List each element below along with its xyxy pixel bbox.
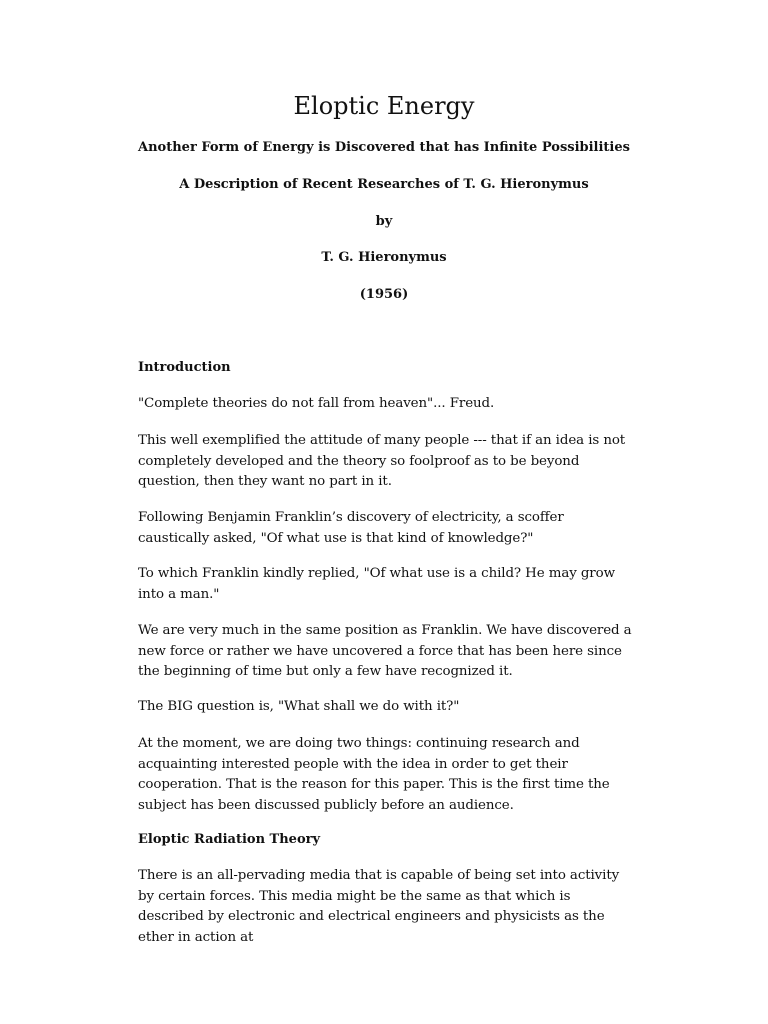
paragraph-current-work: At the moment, we are doing two things: continuing research and acquainting interested people with the idea in order to get their cooperation. That is the reason for this paper. This is the first time the subject has been discussed publicly before an audience. xyxy=(138,736,610,813)
paragraph-franklin-reply: To which Franklin kindly replied, "Of what use is a child? He may grow into a man." xyxy=(138,566,615,602)
paragraph-all-pervading-media: There is an all-pervading media that is capable of being set into activity by certain forces. This media might be the same as that which is described by electronic and electrical engineers and physicists as the ether in action at xyxy=(138,868,620,945)
paragraph-freud-quote: "Complete theories do not fall from heaven"... Freud. xyxy=(138,396,495,411)
introduction-heading: Introduction xyxy=(138,360,231,375)
document-subtitle: Another Form of Energy is Discovered that has Infinite Possibilities xyxy=(138,140,630,155)
paragraph-franklin-discovery: Following Benjamin Franklin’s discovery of electricity, a scoffer caustically asked, "Of what use is that kind of knowledge?" xyxy=(138,510,564,546)
radiation-theory-heading: Eloptic Radiation Theory xyxy=(138,832,321,847)
by-label: by xyxy=(375,214,393,229)
paragraph-same-position: We are very much in the same position as Franklin. We have discovered a new force or rather we have uncovered a force that has been here since the beginning of time but only a few have recognized it. xyxy=(138,623,632,679)
author-name: T. G. Hieronymus xyxy=(321,250,447,265)
paragraph-attitude: This well exemplified the attitude of many people --- that if an idea is not completely developed and the theory so foolproof as to be beyond question, then they want no part in it. xyxy=(138,433,626,489)
document-title: Eloptic Energy xyxy=(293,92,475,120)
paragraph-big-question: The BIG question is, "What shall we do with it?" xyxy=(138,699,460,714)
document-description-line: A Description of Recent Researches of T. G. Hieronymus xyxy=(179,177,589,192)
publication-year: (1956) xyxy=(359,287,409,302)
